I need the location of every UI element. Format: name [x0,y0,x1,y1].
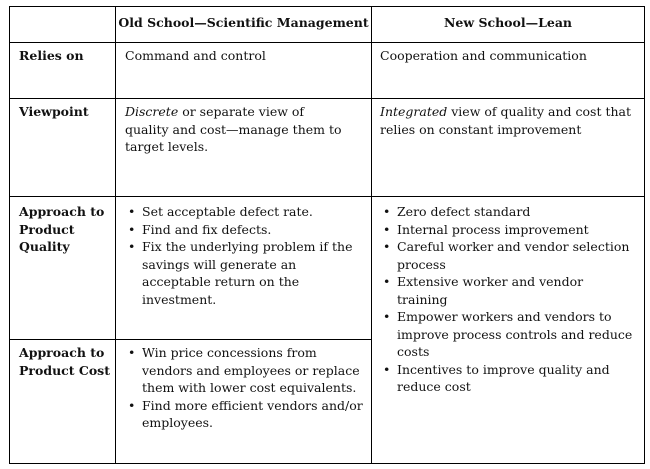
list-item: • Win price concessions from vendors and employees or replace them with lower cost equivalents. [125,344,365,397]
row-label-quality-line: Product [19,221,75,237]
column-divider-1 [115,6,116,464]
list-item: • Set acceptable defect rate. [125,203,357,221]
relies-on-old: Command and control [125,48,266,63]
table-border-bottom [9,463,645,464]
list-item: • Fix the underlying problem if the savings will generate an acceptable return on the investment. [125,238,357,308]
list-item: • Empower workers and vendors to improve process controls and reduce costs [380,308,635,361]
quality-old-list [125,203,357,308]
list-item: • Zero defect standard [380,203,635,221]
list-item: • Find and fix defects. [125,221,357,239]
list-item: • Incentives to improve quality and reduce cost [380,361,635,396]
row-label-cost-line: Product Cost [19,362,110,378]
row-label-quality-line: Approach to [19,204,105,219]
row-label-quality [19,203,113,256]
row-divider-header [9,42,645,43]
viewpoint-old-emphasis: Discrete [125,104,179,119]
column-divider-2 [371,6,372,464]
relies-on-new: Cooperation and communication [380,48,587,63]
header-new-school: New School—Lean [443,15,573,30]
table-border-right [644,6,645,464]
list-item: • Careful worker and vendor selection process [380,238,635,273]
row-label-relies-on: Relies on [19,48,84,63]
header-old-school: Old School—Scientific Management [118,15,369,30]
row-divider-relies-on [9,98,645,99]
comparison-table [9,6,645,464]
new-school-approach-list [380,203,635,396]
viewpoint-old [125,103,351,156]
cost-old-list [125,344,365,432]
table-border-left [9,6,10,464]
viewpoint-old-text: or separate view of quality and cost—manage them to target levels. [125,104,342,154]
row-label-cost [19,344,113,379]
list-item: • Internal process improvement [380,221,635,239]
table-border-top [9,6,645,7]
viewpoint-new-text: view of quality and cost that relies on constant improvement [380,104,632,137]
viewpoint-new-emphasis: Integrated [380,104,448,119]
row-label-viewpoint: Viewpoint [19,104,89,119]
list-item: • Extensive worker and vendor training [380,273,635,308]
row-label-quality-line: Quality [19,239,70,254]
viewpoint-new [380,103,638,138]
row-label-cost-line: Approach to [19,345,105,360]
row-divider-quality [9,339,372,340]
list-item: • Find more efficient vendors and/or employees. [125,397,365,432]
row-divider-viewpoint [9,196,645,197]
